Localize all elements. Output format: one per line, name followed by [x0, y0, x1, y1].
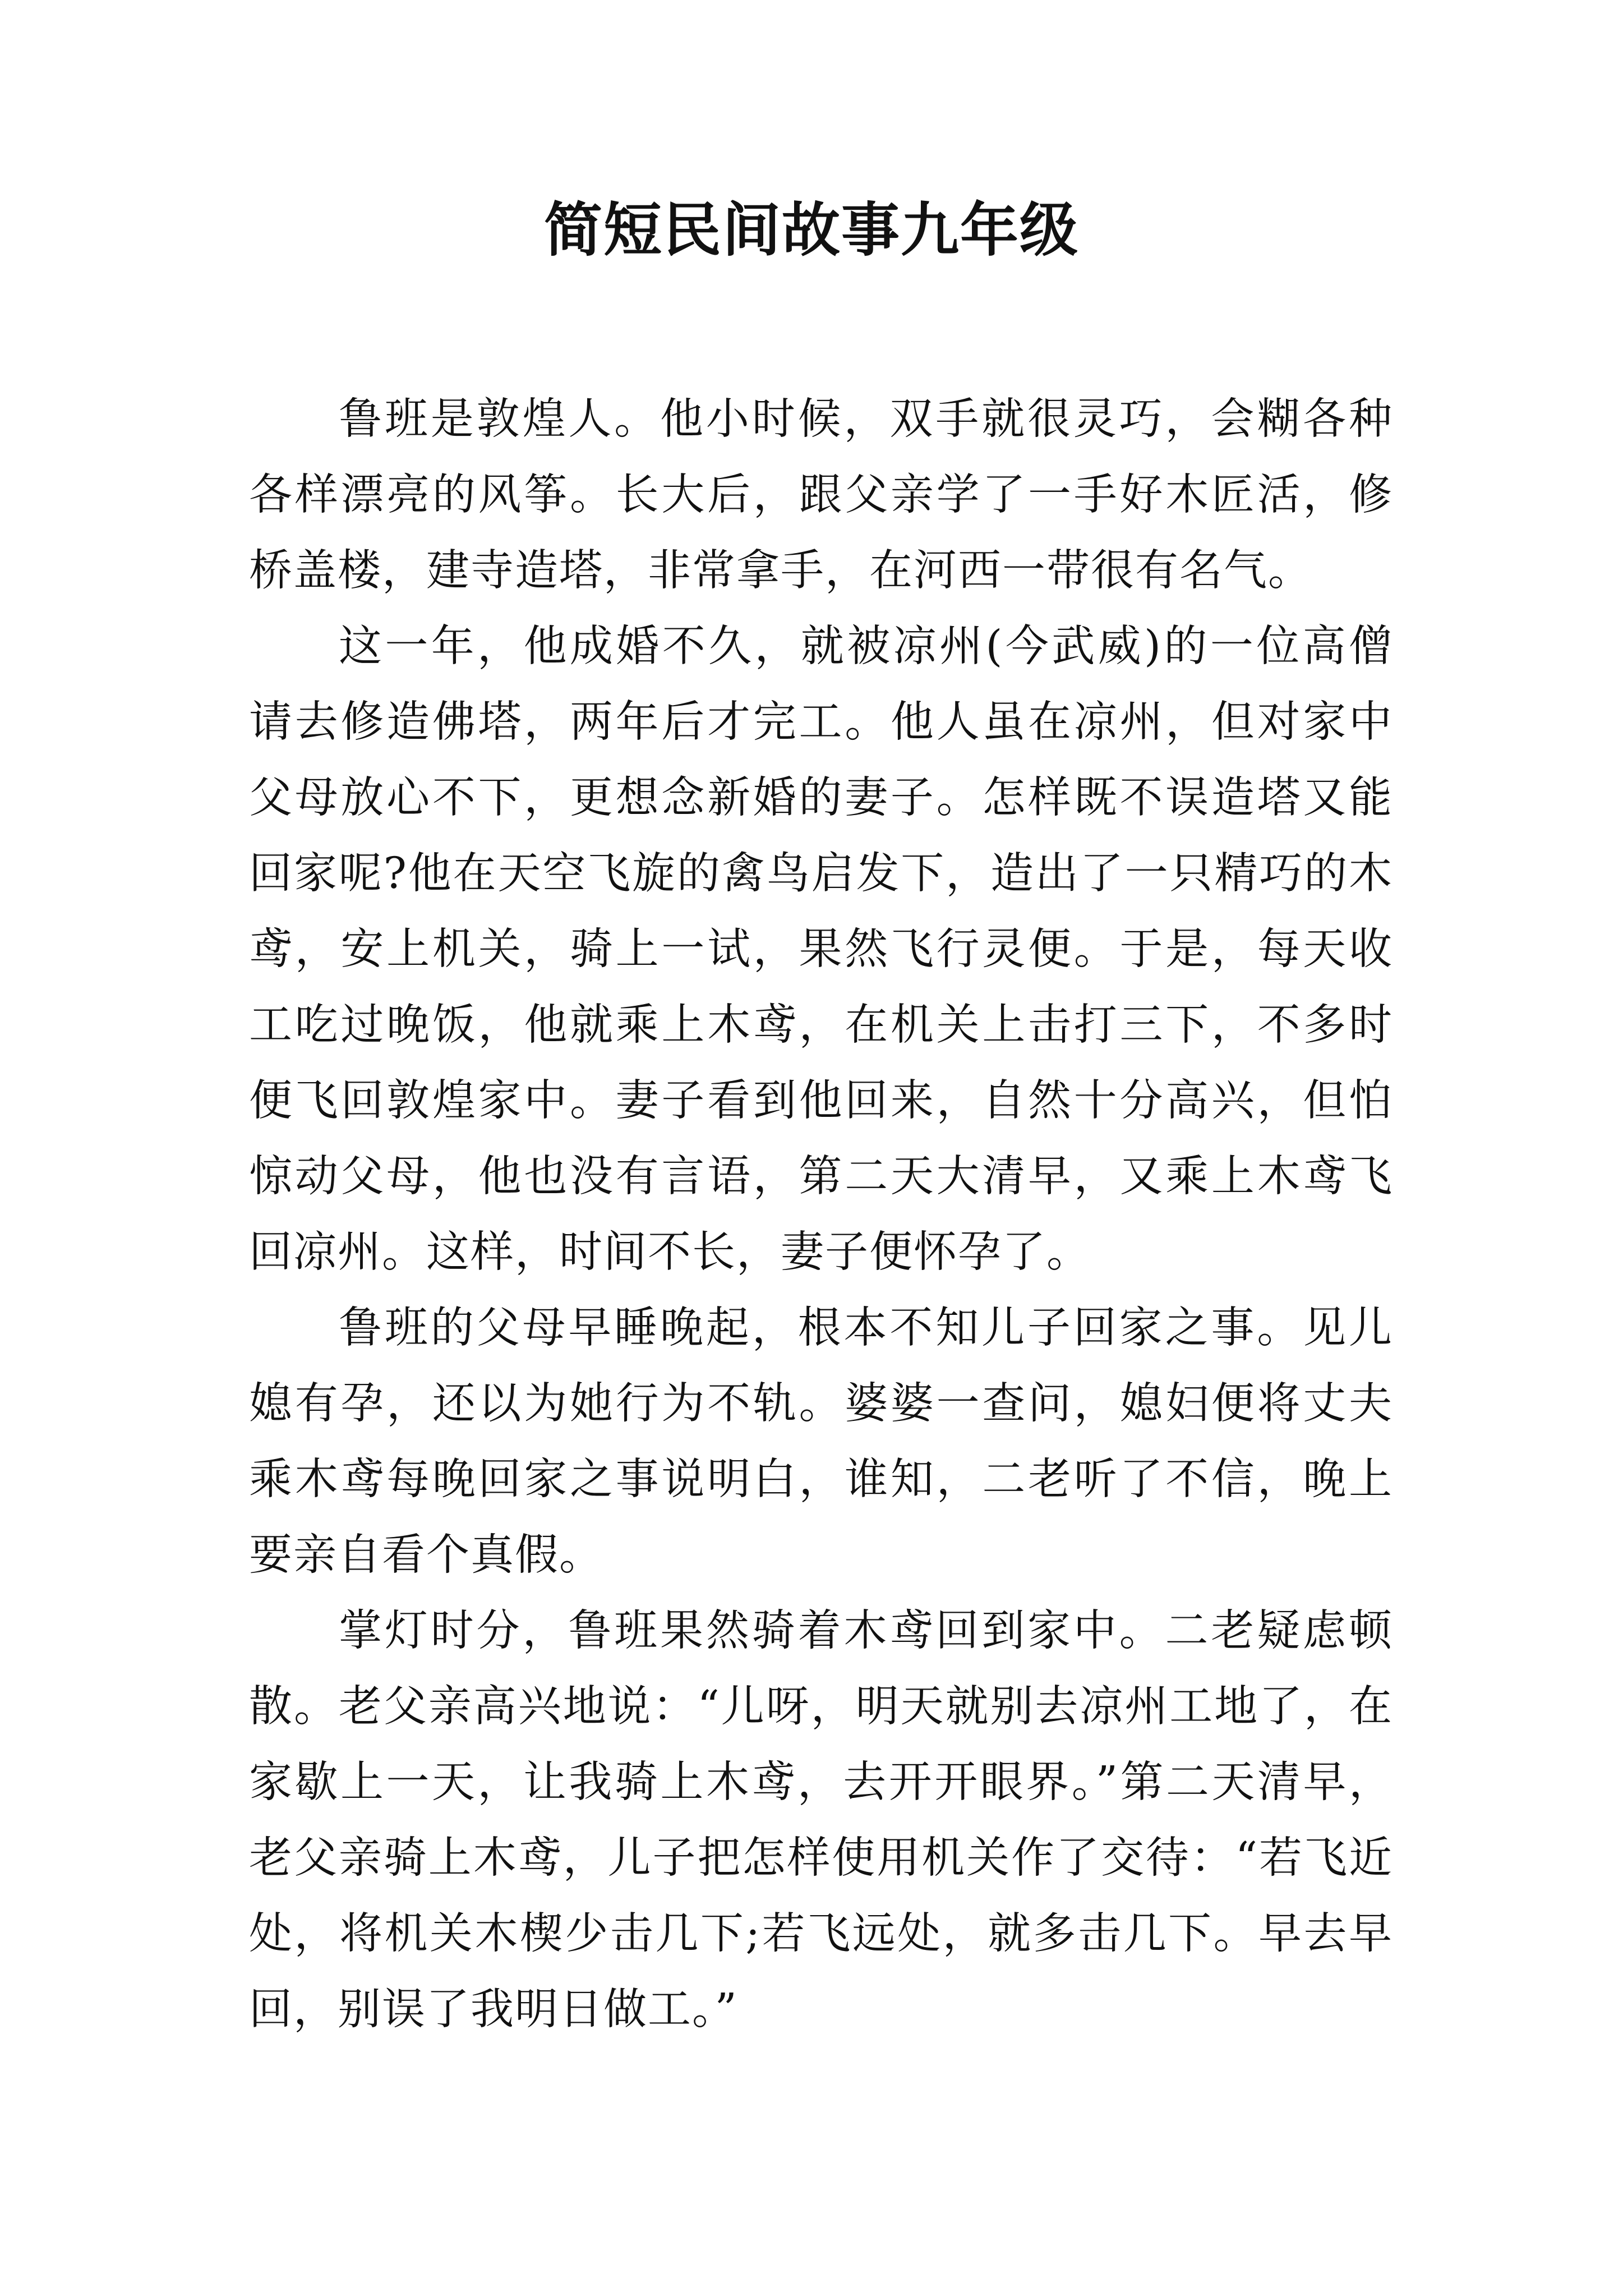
document-title: 简短民间故事九年级 — [543, 195, 1079, 264]
paragraph: 这一年，他成婚不久，就被凉州(今武威)的一位高僧请去修造佛塔，两年后才完工。他人虽在凉州，但对家中父母放心不下，更想念新婚的妻子。怎样既不误造塔又能回家呢?他在天空飞旋的禽鸟启发下，造出了一只精巧的木鸢，安上机关，骑上一试，果然飞行灵便。于是，每天收工吃过晚饭，他就乘上木鸢，在机关上击打三下，不多时便飞回敦煌家中。妻子看到他回来，自然十分高兴，但怕惊动父母，他也没有言语，第二天大清早，又乘上木鸢飞回凉州。这样，时间不长，妻子便怀孕了。 — [249, 622, 1393, 1277]
paragraph: 鲁班是敦煌人。他小时候，双手就很灵巧，会糊各种各样漂亮的风筝。长大后，跟父亲学了一手好木匠活，修桥盖楼，建寺造塔，非常拿手，在河西一带很有名气。 — [249, 394, 1393, 596]
paragraph: 掌灯时分，鲁班果然骑着木鸢回到家中。二老疑虑顿散。老父亲高兴地说：“儿呀，明天就别去凉州工地了，在家歇上一天，让我骑上木鸢，去开开眼界。”第二天清早，老父亲骑上木鸢，儿子把怎样使用机关作了交待：“若飞近处，将机关木楔少击几下;若飞远处，就多击几下。早去早回，别误了我明日做工。” — [249, 1606, 1393, 2035]
document-body — [249, 381, 1393, 2047]
paragraph: 鲁班的父母早睡晚起，根本不知儿子回家之事。见儿媳有孕，还以为她行为不轨。婆婆一查问，媳妇便将丈夫乘木鸢每晚回家之事说明白，谁知，二老听了不信，晚上要亲自看个真假。 — [249, 1303, 1393, 1580]
